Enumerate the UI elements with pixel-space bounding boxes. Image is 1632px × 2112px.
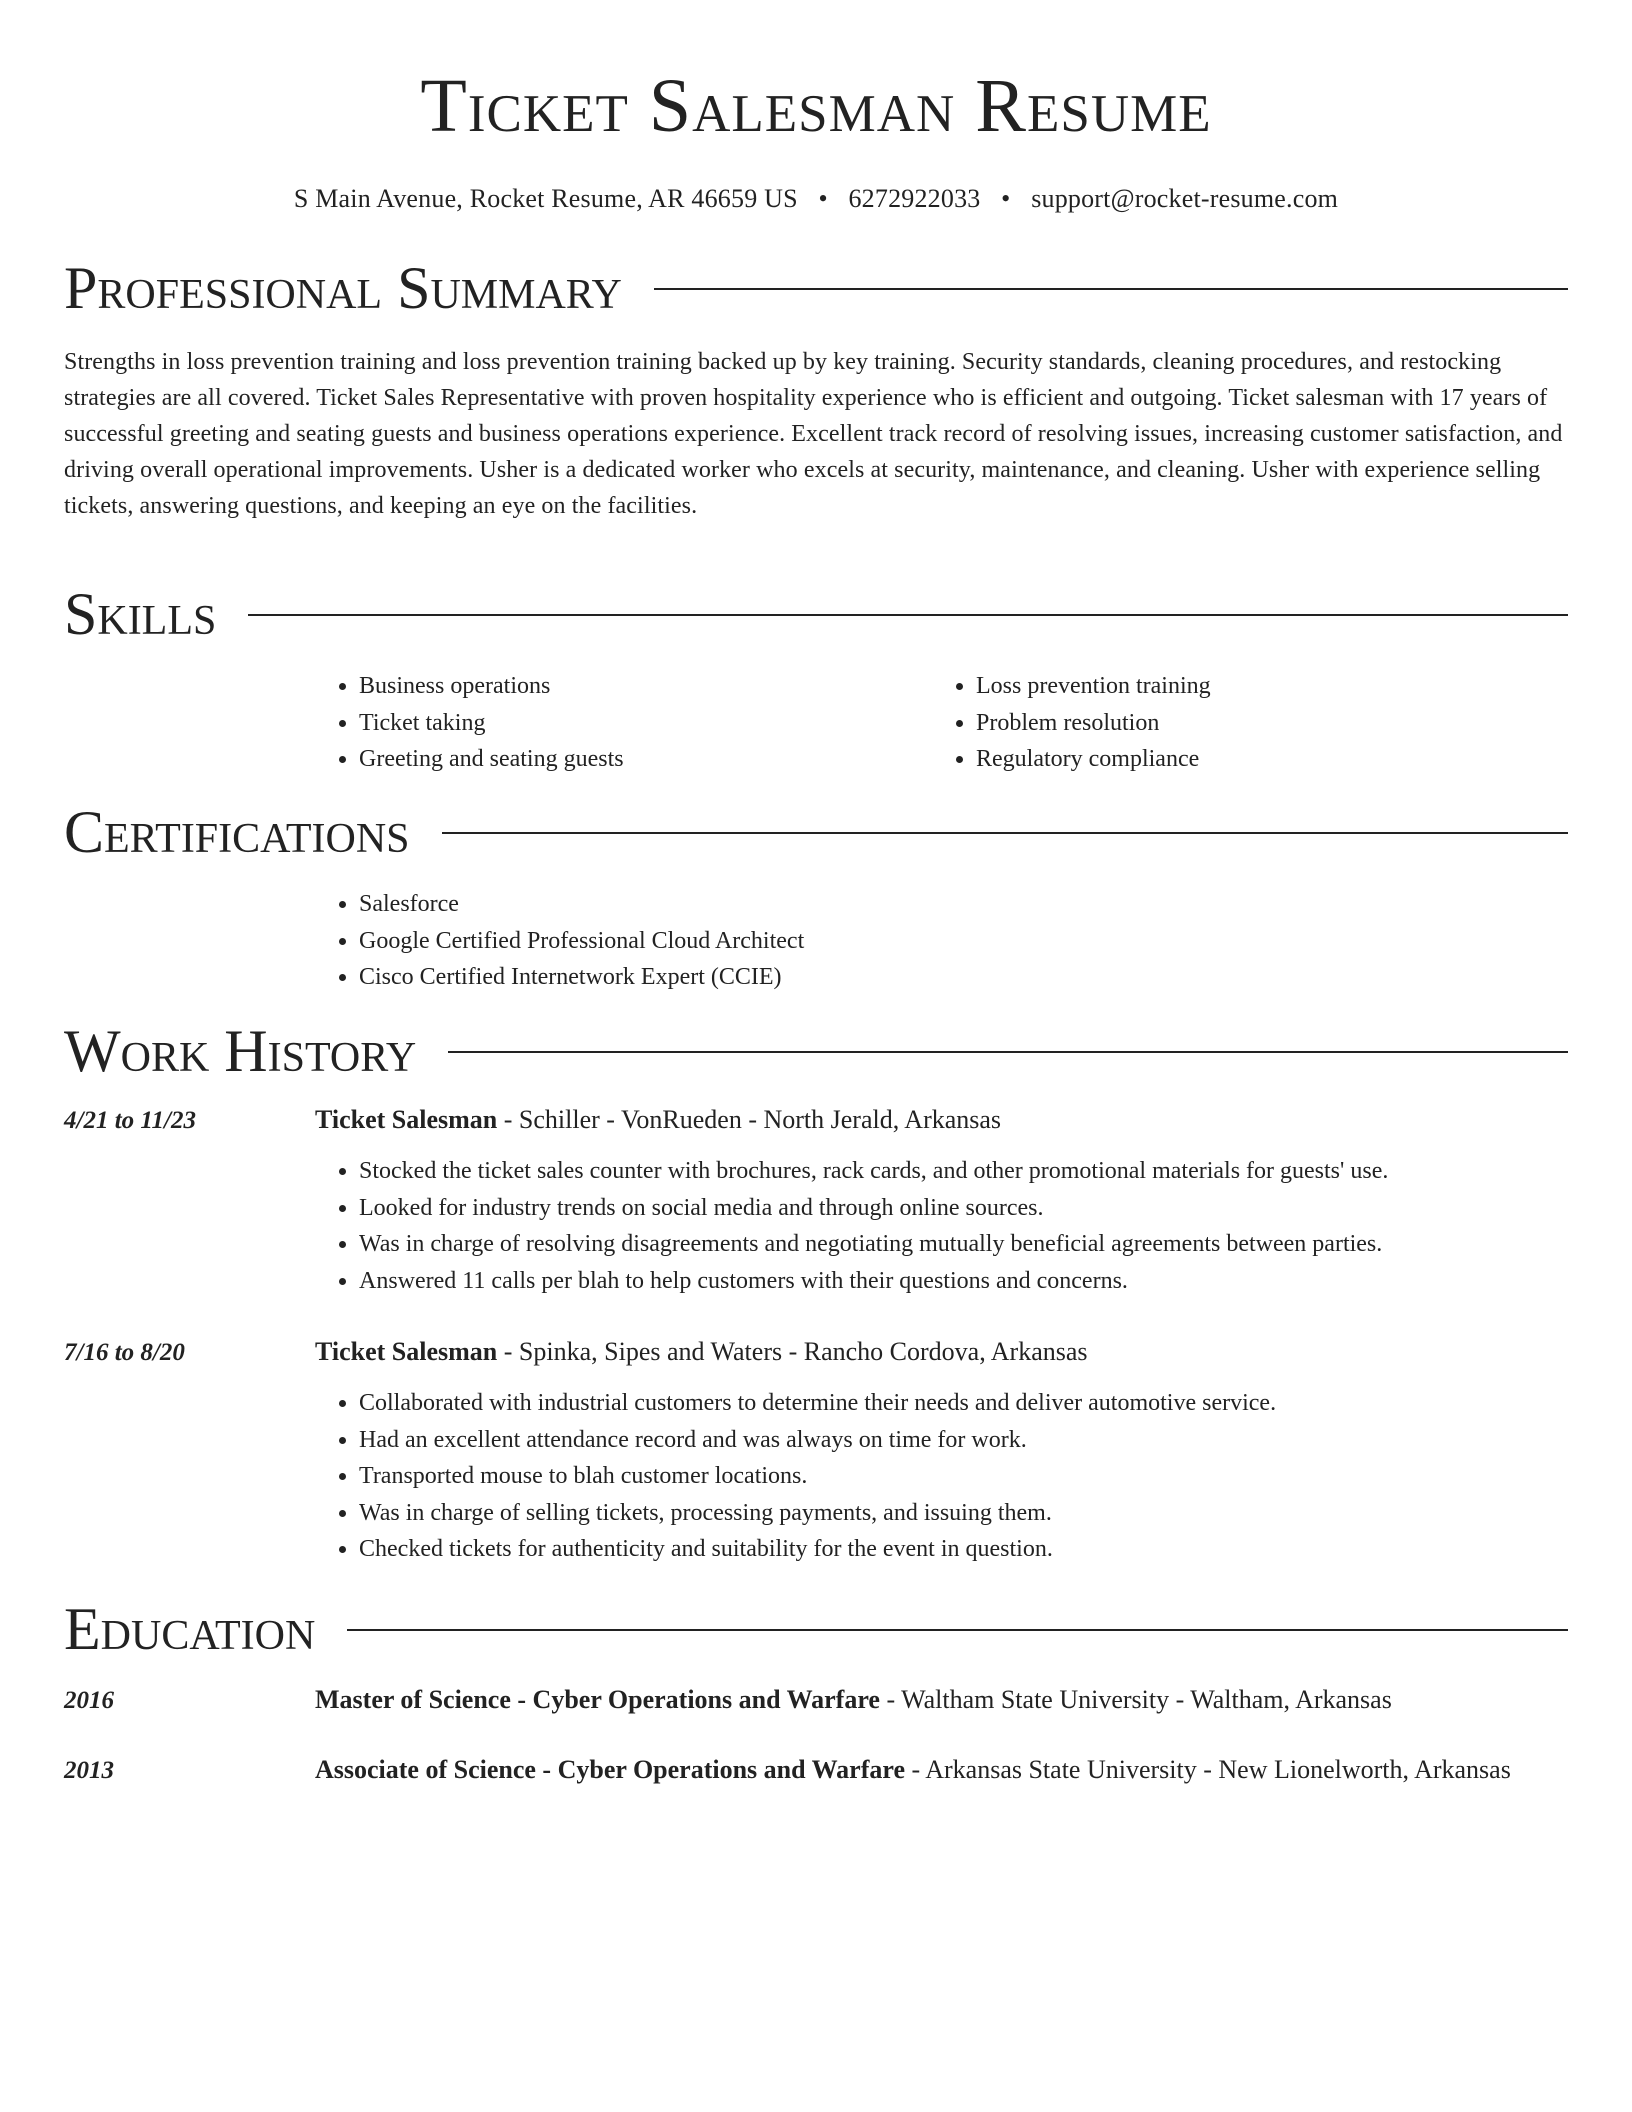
certifications-section [64,800,1568,996]
education-year: 2013 [64,1757,114,1784]
job-bullets [315,1153,1568,1299]
skill-item: • Greeting and seating guests [359,741,932,778]
contact-line [64,182,1568,216]
section-divider [448,1051,1568,1053]
skill-item: • Ticket taking [359,705,932,742]
summary-text: Strengths in loss prevention training and loss prevention training backed up by key training. Security standards, cleaning procedures, and restocking strategies are all covered. Ticket Sales Representative with proven hospitality experience who is efficient and outgoing. Ticket salesman with 17 years of successful greeting and seating guests and business operations experience. Excellent track record of resolving issues, increasing customer satisfaction, and driving overall operational improvements. Usher is a dedicated worker who excels at security, maintenance, and cleaning. Usher with experience selling tickets, answering questions, and keeping an eye on the facilities. [64,349,1563,519]
contact-separator: • [818,184,828,213]
skills-section [64,582,1568,778]
job-heading [315,1335,1088,1369]
section-header [64,582,1568,646]
job-bullet: • Transported mouse to blah customer locations. [359,1458,1568,1495]
education-heading [315,1683,1392,1717]
job-bullet: • Had an excellent attendance record and was always on time for work. [359,1422,1568,1459]
job-title: Ticket Salesman [315,1337,498,1366]
section-header [64,256,1568,320]
job-details: - Schiller - VonRueden - North Jerald, Arkansas [497,1105,1002,1134]
contact-separator: • [1001,184,1011,213]
section-header [64,800,1568,864]
certification-item: • Cisco Certified Internetwork Expert (CCIE) [359,959,1568,996]
section-divider [347,1629,1568,1631]
certification-item: • Salesforce [359,886,1568,923]
section-divider [654,288,1568,290]
job-bullet: • Collaborated with industrial customers to determine their needs and deliver automotive service. [359,1385,1568,1422]
certification-item: • Google Certified Professional Cloud Architect [359,923,1568,960]
job-bullet: • Checked tickets for authenticity and suitability for the event in question. [359,1531,1568,1568]
education-section [64,1597,1568,1787]
contact-phone: 6272922033 [848,184,981,213]
section-heading: Skills [64,581,217,647]
education-entry [64,1753,1568,1787]
job-entry [64,1103,1568,1299]
job-header [64,1335,1568,1369]
contact-address: S Main Avenue, Rocket Resume, AR 46659 US [293,184,798,213]
section-heading: Professional Summary [64,255,622,321]
education-details: - Waltham State University - Waltham, Arkansas [879,1685,1392,1714]
job-bullet: • Stocked the ticket sales counter with brochures, rack cards, and other promotional materials for guests' use. [359,1153,1568,1190]
job-bullets [315,1385,1568,1568]
education-entry [64,1683,1568,1717]
education-heading [315,1753,1511,1787]
section-heading: Work History [64,1018,417,1084]
job-details: - Spinka, Sipes and Waters - Rancho Cordova, Arkansas [497,1337,1088,1366]
work-history-section [64,1019,1568,1568]
section-heading: Education [64,1596,316,1662]
job-header [64,1103,1568,1137]
job-entry [64,1335,1568,1568]
professional-summary-section [64,256,1568,524]
job-dates: 4/21 to 11/23 [64,1107,196,1134]
education-degree: Master of Science - Cyber Operations and Warfare [315,1685,880,1714]
skill-item: • Business operations [359,668,932,705]
skill-item: • Problem resolution [976,705,1549,742]
job-bullet: • Answered 11 calls per blah to help customers with their questions and concerns. [359,1263,1568,1300]
job-heading [315,1103,1001,1137]
section-header [64,1019,1568,1083]
skill-item: • Regulatory compliance [976,741,1549,778]
skill-item: • Loss prevention training [976,668,1549,705]
contact-email: support@rocket-resume.com [1031,184,1339,213]
section-header [64,1597,1568,1661]
education-degree: Associate of Science - Cyber Operations and Warfare [315,1755,905,1784]
section-divider [442,832,1568,834]
skills-column-right [932,668,1549,778]
skills-grid [315,668,1568,778]
job-bullet: • Was in charge of resolving disagreements and negotiating mutually beneficial agreements between parties. [359,1226,1568,1263]
job-title: Ticket Salesman [315,1105,498,1134]
job-bullet: • Looked for industry trends on social media and through online sources. [359,1190,1568,1227]
section-heading: Certifications [64,799,410,865]
section-divider [248,614,1568,616]
job-dates: 7/16 to 8/20 [64,1339,185,1366]
education-year: 2016 [64,1687,114,1714]
certifications-list [315,886,1568,996]
resume-title: Ticket Salesman Resume [420,64,1212,148]
skills-column-left [315,668,932,778]
education-details: - Arkansas State University - New Lionelworth, Arkansas [905,1755,1511,1784]
job-bullet: • Was in charge of selling tickets, processing payments, and issuing them. [359,1495,1568,1532]
